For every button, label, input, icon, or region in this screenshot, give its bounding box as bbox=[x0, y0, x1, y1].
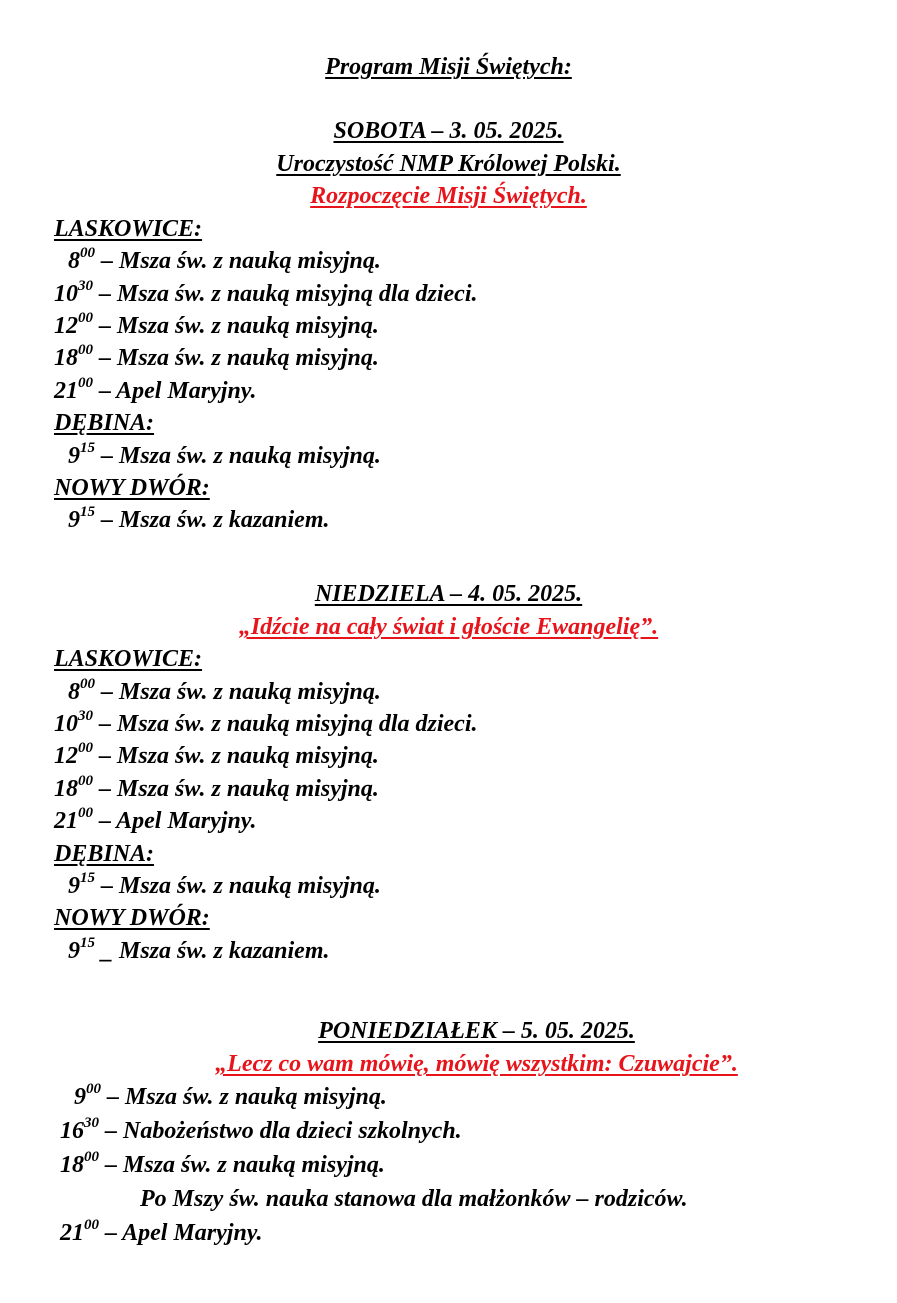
day3-heading: PONIEDZIAŁEK – 5. 05. 2025. bbox=[318, 1018, 635, 1044]
page-title: Program Misji Świętych: bbox=[325, 54, 572, 80]
day2-motto: „Idźcie na cały świat i głoście Ewangelię”. bbox=[238, 614, 659, 640]
day2-location-debina: DĘBINA: bbox=[54, 841, 155, 867]
schedule-item: $21^{00}$ – Apel Maryjny. bbox=[54, 375, 257, 404]
schedule-item: $9^{15}$ _ Msza św. z kazaniem. bbox=[68, 935, 330, 964]
schedule-item: $9^{15}$ – Msza św. z kazaniem. bbox=[68, 504, 330, 533]
schedule-item: $21^{00}$ – Apel Maryjny. bbox=[54, 805, 257, 834]
schedule-item: $18^{00}$ – Msza św. z nauką misyjną. bbox=[60, 1149, 385, 1178]
day1-location-laskowice: LASKOWICE: bbox=[54, 216, 203, 242]
schedule-item: $9^{15}$ – Msza św. z nauką misyjną. bbox=[68, 870, 381, 899]
day1-heading: SOBOTA – 3. 05. 2025. bbox=[333, 118, 564, 144]
schedule-item: $9^{00}$ – Msza św. z nauką misyjną. bbox=[74, 1081, 387, 1110]
day3-motto: „Lecz co wam mówię, mówię wszystkim: Czuwajcie”. bbox=[215, 1051, 738, 1077]
schedule-item: $18^{00}$ – Msza św. z nauką misyjną. bbox=[54, 773, 379, 802]
schedule-item: $18^{00}$ – Msza św. z nauką misyjną. bbox=[54, 342, 379, 371]
schedule-item: $9^{15}$ – Msza św. z nauką misyjną. bbox=[68, 440, 381, 469]
day1-location-nowy-dwor: NOWY DWÓR: bbox=[54, 475, 210, 501]
day2-heading: NIEDZIELA – 4. 05. 2025. bbox=[314, 581, 583, 607]
schedule-item: $10^{30}$ – Msza św. z nauką misyjną dla dzieci. bbox=[54, 708, 478, 737]
schedule-item: $16^{30}$ – Nabożeństwo dla dzieci szkolnych. bbox=[60, 1115, 462, 1144]
day1-location-debina: DĘBINA: bbox=[54, 410, 155, 436]
schedule-item: $12^{00}$ – Msza św. z nauką misyjną. bbox=[54, 310, 379, 339]
schedule-item: $8^{00}$ – Msza św. z nauką misyjną. bbox=[68, 245, 381, 274]
schedule-item: $12^{00}$ – Msza św. z nauką misyjną. bbox=[54, 740, 379, 769]
day3-note: Po Mszy św. nauka stanowa dla małżonków – rodziców. bbox=[140, 1186, 688, 1212]
day1-subtitle: Uroczystość NMP Królowej Polski. bbox=[276, 151, 621, 177]
day2-location-laskowice: LASKOWICE: bbox=[54, 646, 203, 672]
schedule-item: $8^{00}$ – Msza św. z nauką misyjną. bbox=[68, 676, 381, 705]
day1-motto: Rozpoczęcie Misji Świętych. bbox=[310, 183, 587, 209]
schedule-item: $10^{30}$ – Msza św. z nauką misyjną dla dzieci. bbox=[54, 278, 478, 307]
schedule-item: $21^{00}$ – Apel Maryjny. bbox=[60, 1217, 263, 1246]
day2-location-nowy-dwor: NOWY DWÓR: bbox=[54, 905, 210, 931]
